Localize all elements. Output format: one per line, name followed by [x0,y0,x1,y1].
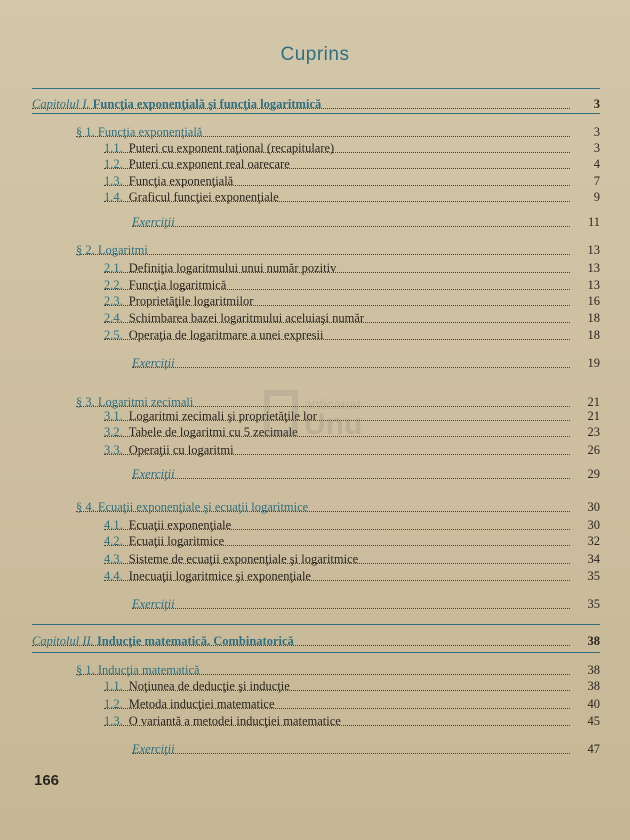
exercise-page-number: 19 [587,356,600,370]
item-text: Tabele de logaritmi cu 5 zecimale [128,425,298,439]
chapter-title: Funcţia exponenţială şi funcţia logaritmică [92,97,322,111]
subsection-page-number: 30 [587,518,600,532]
item-number: 2.4. [104,311,123,325]
item-number: 1.1. [104,679,123,693]
item-number: 1.2. [104,697,123,711]
subsection-page-number: 34 [587,552,600,566]
rule-line [32,113,600,114]
rule-line [32,624,600,625]
item-number: 1.2. [104,157,123,171]
subsection-page-number: 13 [587,278,600,292]
subsection-label [104,327,327,343]
dotted-leader [132,210,570,227]
subsection-page-number: 3 [593,141,600,155]
chapter-row [0,633,630,649]
item-number: 1.3. [104,174,123,188]
chapter-label [32,633,298,649]
subsection-page-number: 18 [587,311,600,325]
subsection-page-number: 26 [587,443,600,457]
item-text: Ecuaţii exponenţiale [128,518,232,532]
subsection-page-number: 16 [587,294,600,308]
exercise-row [0,355,630,371]
chapter-title: Inducţie matematică. Combinatorică [96,634,294,648]
exercise-page-number: 11 [587,215,600,229]
section-page-number: 13 [587,243,600,257]
item-text: Funcţia logaritmică [128,278,227,292]
footer-page-number: 166 [34,772,60,789]
exercise-row [0,466,630,482]
item-text: Definiţia logaritmului unui număr pozitiv [128,261,337,275]
exercise-label: Exerciţii [132,597,175,611]
exercise-row [0,741,630,757]
item-number: 2.3. [104,294,123,308]
item-number: 2.5. [104,328,123,342]
watermark-text: anticariat [304,396,361,412]
section-page-number: 21 [587,395,600,409]
section-page-number: 3 [593,125,600,139]
exercise-label: Exerciţii [132,742,175,756]
item-text: Puteri cu exponent real oarecare [128,157,290,171]
section-page-number: 38 [587,663,600,677]
item-text: Graficul funcţiei exponenţiale [128,190,279,204]
item-text: Metoda inducţiei matematice [128,697,275,711]
exercise-page-number: 35 [587,597,600,611]
item-text: Logaritmi zecimali şi proprietăţile lor [128,409,317,423]
subsection-page-number: 38 [587,679,600,693]
subsection-page-number: 4 [593,157,600,171]
dotted-leader [132,737,570,754]
subsection-page-number: 9 [593,190,600,204]
item-text: Funcţia exponenţială [128,174,234,188]
dotted-leader [132,351,570,368]
item-number: 3.2. [104,425,123,439]
item-text: Operaţii cu logaritmi [128,443,234,457]
rule-line [32,652,600,653]
subsection-page-number: 23 [587,425,600,439]
chapter-prefix: Capitolul I. [32,97,90,111]
item-text: Sisteme de ecuaţii exponenţiale şi logaritmice [128,552,359,566]
watermark-logo [264,382,384,442]
section-label: § 1. Inducţia matematică [76,663,200,677]
exercise-row [0,214,630,230]
item-number: 4.4. [104,569,123,583]
chapter-page-number: 3 [593,97,600,111]
section-label: § 3. Logaritmi zecimali [76,395,194,409]
section-label: § 4. Ecuaţii exponenţiale şi ecuaţii logaritmice [76,500,309,514]
item-number: 2.1. [104,261,123,275]
item-number: 1.4. [104,190,123,204]
subsection-label [104,713,345,729]
item-number: 3.1. [104,409,123,423]
item-number: 4.1. [104,518,123,532]
item-number: 4.3. [104,552,123,566]
subsection-page-number: 35 [587,569,600,583]
subsection-row [0,713,630,729]
exercise-row [0,596,630,612]
subsection-page-number: 40 [587,697,600,711]
rule-line [32,88,600,89]
exercise-label: Exerciţii [132,215,175,229]
item-text: Operaţia de logaritmare a unei expresii [128,328,324,342]
chapter-label [32,96,325,112]
item-text: Inecuaţii logaritmice şi exponenţiale [128,569,311,583]
subsection-page-number: 45 [587,714,600,728]
subsection-page-number: 32 [587,534,600,548]
watermark-big-text: Unu [304,408,363,441]
exercise-label: Exerciţii [132,467,175,481]
subsection-row [0,568,630,584]
item-number: 3.3. [104,443,123,457]
item-number: 1.3. [104,714,123,728]
section-page-number: 30 [587,500,600,514]
section-label: § 2. Logaritmi [76,243,148,257]
item-text: Proprietăţile logaritmilor [128,294,254,308]
item-text: Schimbarea bazei logaritmului aceluiaşi număr [128,311,365,325]
subsection-label [104,189,283,205]
item-text: Puteri cu exponent raţional (recapitulare) [128,141,335,155]
item-text: O variantă a metodei inducţiei matematice [128,714,341,728]
subsection-label [104,442,238,458]
section-label: § 1. Funcţia exponenţială [76,125,203,139]
exercise-label: Exerciţii [132,356,175,370]
watermark-box-icon [264,390,298,436]
exercise-page-number: 29 [587,467,600,481]
subsection-row [0,189,630,205]
item-text: Ecuaţii logaritmice [128,534,225,548]
subsection-row [0,442,630,458]
subsection-page-number: 18 [587,328,600,342]
exercise-page-number: 47 [587,742,600,756]
subsection-page-number: 13 [587,261,600,275]
page-title: Cuprins [280,44,350,65]
subsection-row [0,327,630,343]
chapter-page-number: 38 [587,634,600,648]
dotted-leader [132,462,570,479]
dotted-leader [132,592,570,609]
item-number: 2.2. [104,278,123,292]
subsection-page-number: 21 [587,409,600,423]
item-number: 4.2. [104,534,123,548]
item-number: 1.1. [104,141,123,155]
item-text: Noţiunea de deducţie şi inducţie [128,679,290,693]
subsection-page-number: 7 [593,174,600,188]
chapter-row [0,96,630,112]
chapter-prefix: Capitolul II. [32,634,94,648]
subsection-label [104,568,315,584]
